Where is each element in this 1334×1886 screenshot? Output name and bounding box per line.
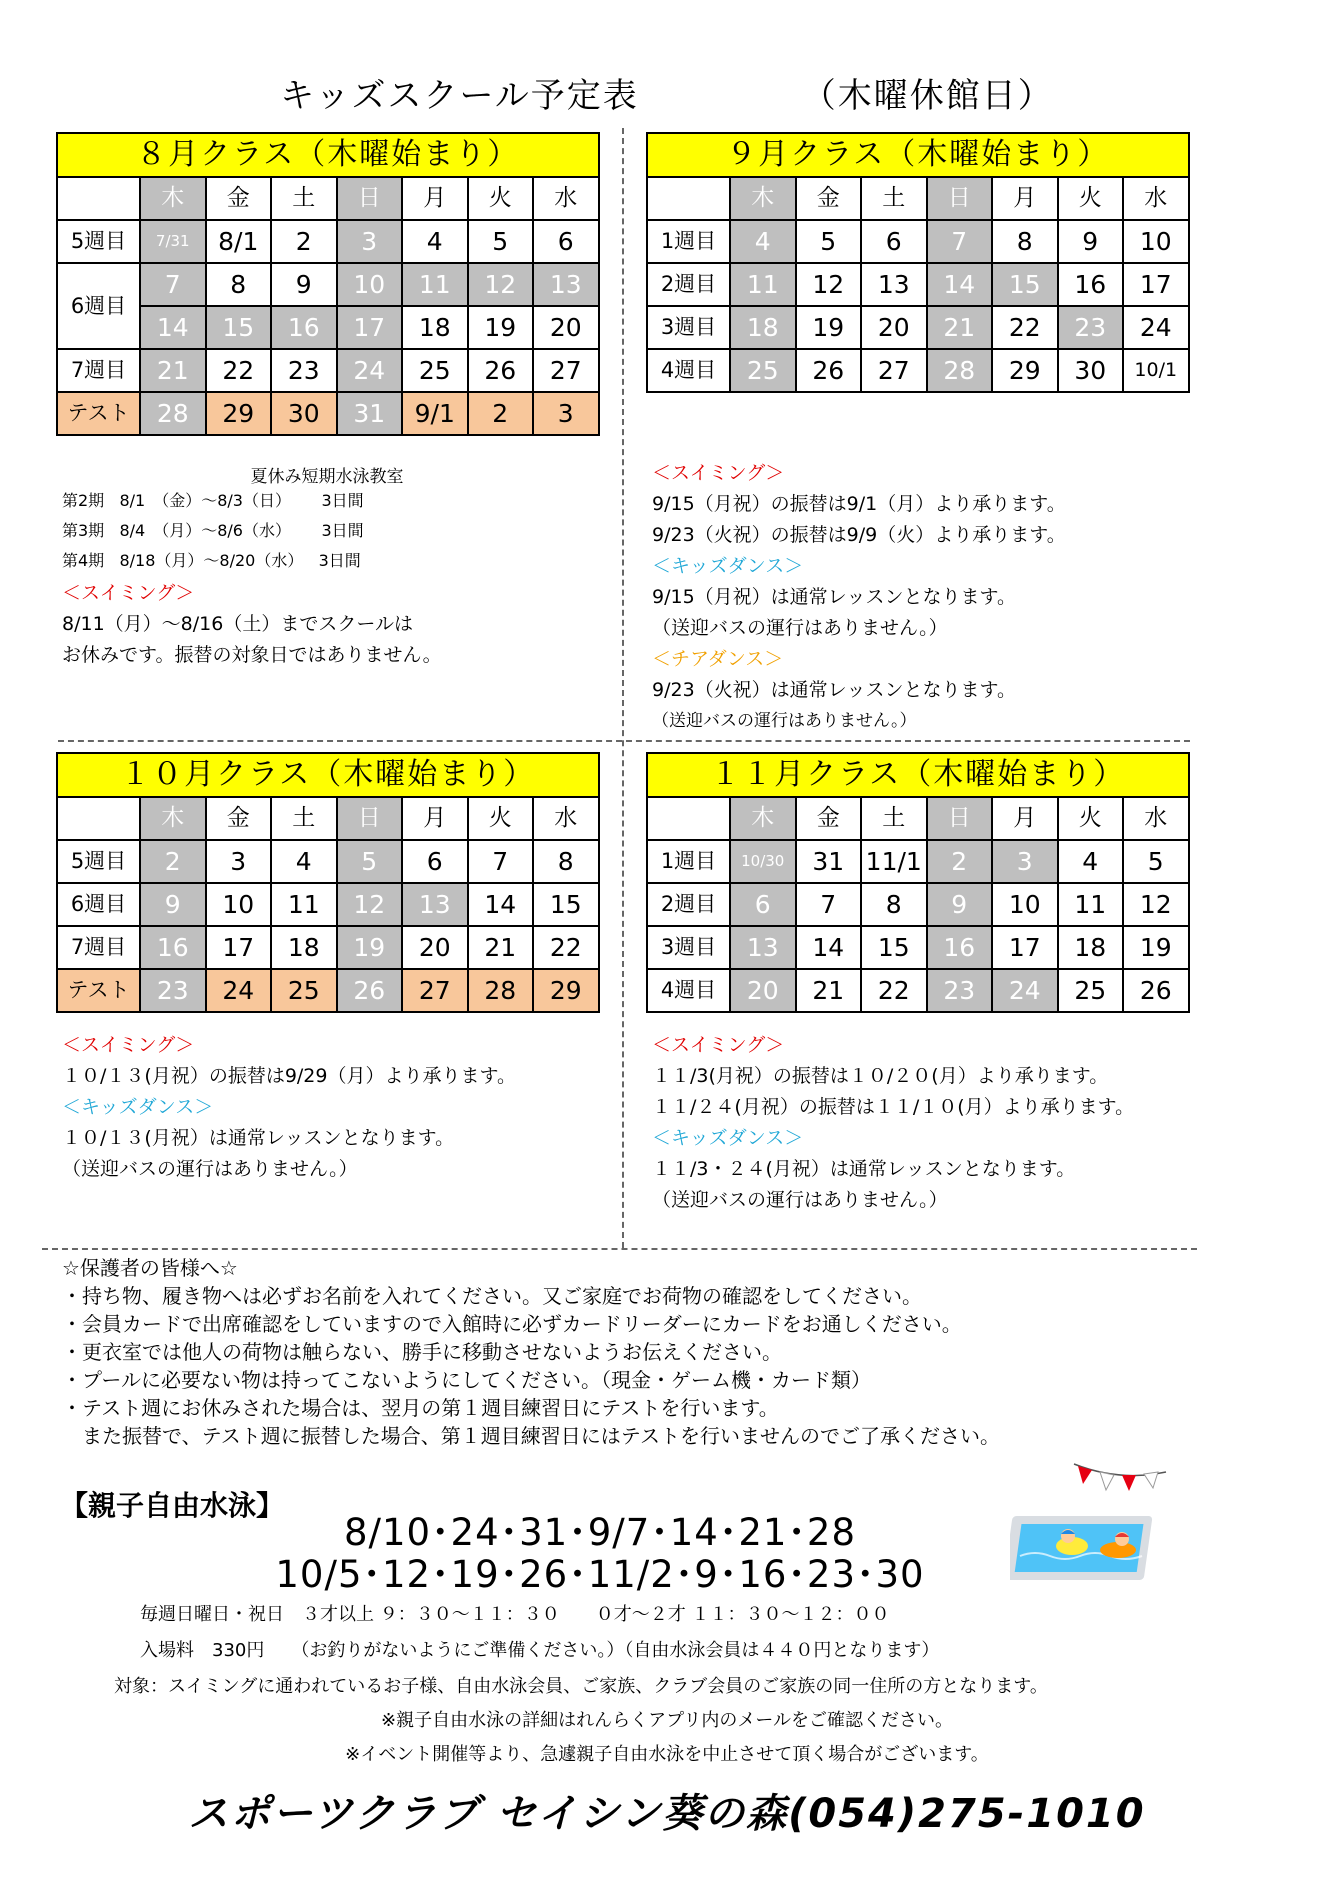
date-cell: 23 xyxy=(140,969,206,1012)
day-header: 日 xyxy=(337,797,403,840)
day-header: 木 xyxy=(140,797,206,840)
date-cell: 19 xyxy=(796,306,862,349)
date-cell: 22 xyxy=(206,349,272,392)
date-cell: 29 xyxy=(533,969,599,1012)
date-cell: 22 xyxy=(533,926,599,969)
week-label: 6週目 xyxy=(57,883,140,926)
date-cell: 2 xyxy=(271,220,337,263)
day-header: 木 xyxy=(730,797,796,840)
day-header: 土 xyxy=(861,797,927,840)
week-label: 7週目 xyxy=(57,349,140,392)
calendar-october xyxy=(56,752,600,1013)
date-cell: 29 xyxy=(992,349,1058,392)
summer-term-row xyxy=(62,516,364,546)
date-cell: 27 xyxy=(861,349,927,392)
date-cell: 14 xyxy=(468,883,534,926)
kids-dance-heading: ＜キッズダンス＞ xyxy=(62,1096,214,1118)
note-line: （送迎バスの運行はありません。） xyxy=(652,617,948,639)
date-cell: 10 xyxy=(337,263,403,306)
date-cell: 20 xyxy=(402,926,468,969)
corner-cell xyxy=(647,177,730,220)
date-cell: 3 xyxy=(206,840,272,883)
note-line: １１/3・２４(月祝）は通常レッスンとなります。 xyxy=(652,1158,1076,1180)
note-line: （送迎バスの運行はありません。） xyxy=(652,711,917,731)
date-cell: 9 xyxy=(271,263,337,306)
calendar-caption: ８月クラス（木曜始まり） xyxy=(56,132,600,176)
day-header: 月 xyxy=(402,797,468,840)
note-line: １０/１３(月祝）の振替は9/29（月）より承ります。 xyxy=(62,1065,516,1087)
date-cell: 7/31 xyxy=(140,220,206,263)
date-cell: 12 xyxy=(796,263,862,306)
date-cell: 3 xyxy=(337,220,403,263)
date-cell: 5 xyxy=(468,220,534,263)
date-cell: 19 xyxy=(337,926,403,969)
date-cell: 13 xyxy=(402,883,468,926)
date-cell: 8 xyxy=(861,883,927,926)
date-cell: 7 xyxy=(796,883,862,926)
date-cell: 8/1 xyxy=(206,220,272,263)
day-header: 水 xyxy=(1123,177,1189,220)
date-cell: 8 xyxy=(533,840,599,883)
date-cell: 15 xyxy=(533,883,599,926)
date-cell: 12 xyxy=(1123,883,1189,926)
week-label: 2週目 xyxy=(647,263,730,306)
day-header: 土 xyxy=(271,177,337,220)
date-cell: 15 xyxy=(992,263,1058,306)
date-cell: 25 xyxy=(271,969,337,1012)
guardian-notice xyxy=(62,1254,1000,1450)
date-cell: 29 xyxy=(206,392,272,435)
date-cell: 25 xyxy=(402,349,468,392)
date-cell: 7 xyxy=(140,263,206,306)
day-header: 日 xyxy=(337,177,403,220)
date-cell: 17 xyxy=(337,306,403,349)
horizontal-divider xyxy=(42,1248,1197,1250)
date-cell: 11 xyxy=(730,263,796,306)
date-cell: 3 xyxy=(992,840,1058,883)
oct-notes xyxy=(62,1030,516,1185)
date-cell: 4 xyxy=(271,840,337,883)
nov-notes xyxy=(652,1030,1134,1216)
notice-item: ・テスト週にお休みされた場合は、翌月の第１週目練習日にテストを行います。 xyxy=(62,1396,779,1420)
day-header: 水 xyxy=(533,177,599,220)
day-header: 土 xyxy=(861,177,927,220)
date-cell: 7 xyxy=(927,220,993,263)
pool-swimmers-icon xyxy=(1010,1506,1160,1588)
day-header: 木 xyxy=(730,177,796,220)
calendar-august xyxy=(56,132,600,436)
date-cell: 19 xyxy=(1123,926,1189,969)
date-cell: 2 xyxy=(468,392,534,435)
date-cell: 13 xyxy=(861,263,927,306)
note-line: 9/23（火祝）は通常レッスンとなります。 xyxy=(652,679,1016,701)
date-cell: 14 xyxy=(140,306,206,349)
guardian-heading: ☆保護者の皆様へ☆ xyxy=(62,1256,238,1280)
note-line: 9/15（月祝）の振替は9/1（月）より承ります。 xyxy=(652,493,1066,515)
free-swim-target: 対象：スイミングに通われているお子様、自由水泳会員、ご家族、クラブ会員のご家族の同一住所の方となります。 xyxy=(114,1676,1048,1697)
date-cell: 20 xyxy=(533,306,599,349)
horizontal-divider xyxy=(58,740,1190,742)
week-label: 5週目 xyxy=(57,840,140,883)
summer-term-row xyxy=(62,486,364,516)
date-cell: 31 xyxy=(796,840,862,883)
calendar-caption: １０月クラス（木曜始まり） xyxy=(56,752,600,796)
date-cell: 4 xyxy=(730,220,796,263)
date-cell: 11 xyxy=(1058,883,1124,926)
date-cell: 10/30 xyxy=(730,840,796,883)
date-cell: 21 xyxy=(927,306,993,349)
term-dates: 8/18（月）～8/20（水） xyxy=(119,551,304,570)
corner-cell xyxy=(57,797,140,840)
note-line: （送迎バスの運行はありません。） xyxy=(62,1158,358,1180)
notice-item: また振替で、テスト週に振替した場合、第１週目練習日にはテストを行いませんのでご了承ください。 xyxy=(62,1424,1000,1448)
day-header: 木 xyxy=(140,177,206,220)
date-cell: 31 xyxy=(337,392,403,435)
date-cell: 26 xyxy=(796,349,862,392)
note-line: 8/11（月）～8/16（土）までスクールは xyxy=(62,613,413,635)
kids-dance-heading: ＜キッズダンス＞ xyxy=(652,555,804,577)
date-cell: 30 xyxy=(271,392,337,435)
date-cell: 23 xyxy=(271,349,337,392)
date-cell: 22 xyxy=(861,969,927,1012)
swim-heading: ＜スイミング＞ xyxy=(652,1034,785,1056)
free-swim-note: ※イベント開催等より、急遽親子自由水泳を中止させて頂く場合がございます。 xyxy=(345,1744,989,1765)
notice-item: ・会員カードで出席確認をしていますので入館時に必ずカードリーダーにカードをお通しください。 xyxy=(62,1312,962,1336)
week-label: 3週目 xyxy=(647,306,730,349)
term-days: 3日間 xyxy=(318,551,361,570)
sep-notes xyxy=(652,458,1066,737)
cheer-dance-heading: ＜チアダンス＞ xyxy=(652,648,784,670)
term-dates: 8/1 （金）～8/3（日） xyxy=(119,491,291,510)
kids-dance-heading: ＜キッズダンス＞ xyxy=(652,1127,804,1149)
vertical-divider xyxy=(622,128,624,1248)
calendar-caption: １１月クラス（木曜始まり） xyxy=(646,752,1190,796)
note-line: お休みです。振替の対象日ではありません。 xyxy=(62,644,442,666)
day-header: 水 xyxy=(1123,797,1189,840)
date-cell: 8 xyxy=(992,220,1058,263)
date-cell: 7 xyxy=(468,840,534,883)
date-cell: 2 xyxy=(140,840,206,883)
aug-notes xyxy=(62,578,442,671)
date-cell: 18 xyxy=(1058,926,1124,969)
term: 第2期 xyxy=(62,491,105,510)
free-swim-fee: 入場料 330円 （お釣りがないようにご準備ください。）（自由水泳会員は４４０円となります） xyxy=(140,1640,940,1661)
note-line: 9/15（月祝）は通常レッスンとなります。 xyxy=(652,586,1016,608)
date-cell: 21 xyxy=(796,969,862,1012)
date-cell: 9 xyxy=(927,883,993,926)
date-cell: 27 xyxy=(402,969,468,1012)
club-contact: スポーツクラブ セイシン葵の森(054)275-1010 xyxy=(188,1791,1146,1837)
week-label: 3週目 xyxy=(647,926,730,969)
week-label: 5週目 xyxy=(57,220,140,263)
date-cell: 5 xyxy=(1123,840,1189,883)
date-cell: 26 xyxy=(468,349,534,392)
date-cell: 12 xyxy=(337,883,403,926)
note-line: １０/１３(月祝）は通常レッスンとなります。 xyxy=(62,1127,455,1149)
day-header: 火 xyxy=(1058,797,1124,840)
date-cell: 25 xyxy=(730,349,796,392)
date-cell: 11 xyxy=(402,263,468,306)
date-cell: 16 xyxy=(271,306,337,349)
date-cell: 18 xyxy=(730,306,796,349)
date-cell: 19 xyxy=(468,306,534,349)
date-cell: 11/1 xyxy=(861,840,927,883)
week-label: 1週目 xyxy=(647,220,730,263)
date-cell: 15 xyxy=(861,926,927,969)
date-cell: 2 xyxy=(927,840,993,883)
page-title: キッズスクール予定表 （木曜休館日） xyxy=(280,76,1054,116)
date-cell: 24 xyxy=(206,969,272,1012)
date-cell: 13 xyxy=(730,926,796,969)
summer-term-row xyxy=(62,546,361,576)
date-cell: 20 xyxy=(730,969,796,1012)
day-header: 金 xyxy=(796,177,862,220)
note-line: １１/3(月祝）の振替は１０/２０(月）より承ります。 xyxy=(652,1065,1109,1087)
date-cell: 8 xyxy=(206,263,272,306)
date-cell: 10 xyxy=(1123,220,1189,263)
date-cell: 16 xyxy=(927,926,993,969)
day-header: 火 xyxy=(468,797,534,840)
date-cell: 28 xyxy=(140,392,206,435)
date-cell: 6 xyxy=(402,840,468,883)
date-cell: 18 xyxy=(402,306,468,349)
day-header: 水 xyxy=(533,797,599,840)
date-cell: 4 xyxy=(402,220,468,263)
day-header: 金 xyxy=(796,797,862,840)
date-cell: 18 xyxy=(271,926,337,969)
date-cell: 15 xyxy=(206,306,272,349)
date-cell: 9/1 xyxy=(402,392,468,435)
test-week-label: テスト xyxy=(57,392,140,435)
date-cell: 22 xyxy=(992,306,1058,349)
date-cell: 27 xyxy=(533,349,599,392)
date-cell: 10 xyxy=(992,883,1058,926)
date-cell: 25 xyxy=(1058,969,1124,1012)
swim-heading: ＜スイミング＞ xyxy=(652,462,785,484)
date-cell: 12 xyxy=(468,263,534,306)
week-label: 6週目 xyxy=(57,263,140,349)
date-cell: 3 xyxy=(533,392,599,435)
date-cell: 13 xyxy=(533,263,599,306)
note-line: （送迎バスの運行はありません。） xyxy=(652,1189,948,1211)
day-header: 火 xyxy=(468,177,534,220)
date-cell: 26 xyxy=(1123,969,1189,1012)
date-cell: 6 xyxy=(533,220,599,263)
week-label: 2週目 xyxy=(647,883,730,926)
date-cell: 16 xyxy=(1058,263,1124,306)
term-dates: 8/4 （月）～8/6（水） xyxy=(119,521,291,540)
free-swim-dates: 10/5･12･19･26･11/2･9･16･23･30 xyxy=(275,1553,925,1596)
date-cell: 5 xyxy=(796,220,862,263)
date-cell: 14 xyxy=(927,263,993,306)
date-cell: 28 xyxy=(468,969,534,1012)
date-cell: 17 xyxy=(206,926,272,969)
date-cell: 24 xyxy=(337,349,403,392)
date-cell: 5 xyxy=(337,840,403,883)
day-header: 月 xyxy=(402,177,468,220)
swim-heading: ＜スイミング＞ xyxy=(62,582,195,604)
date-cell: 14 xyxy=(796,926,862,969)
week-label: 1週目 xyxy=(647,840,730,883)
date-cell: 23 xyxy=(1058,306,1124,349)
term: 第3期 xyxy=(62,521,105,540)
date-cell: 28 xyxy=(927,349,993,392)
notice-item: ・更衣室では他人の荷物は触らない、勝手に移動させないようお伝えください。 xyxy=(62,1340,782,1364)
date-cell: 10 xyxy=(206,883,272,926)
date-cell: 6 xyxy=(730,883,796,926)
day-header: 土 xyxy=(271,797,337,840)
date-cell: 9 xyxy=(140,883,206,926)
date-cell: 4 xyxy=(1058,840,1124,883)
note-line: 9/23（火祝）の振替は9/9（火）より承ります。 xyxy=(652,524,1066,546)
free-swim-note: ※親子自由水泳の詳細はれんらくアプリ内のメールをご確認ください。 xyxy=(381,1710,953,1731)
note-line: １１/２４(月祝）の振替は１１/１０(月）より承ります。 xyxy=(652,1096,1135,1118)
day-header: 日 xyxy=(927,177,993,220)
day-header: 火 xyxy=(1058,177,1124,220)
date-cell: 9 xyxy=(1058,220,1124,263)
day-header: 金 xyxy=(206,797,272,840)
calendar-november xyxy=(646,752,1190,1013)
notice-item: ・持ち物、履き物へは必ずお名前を入れてください。又ご家庭でお荷物の確認をしてください。 xyxy=(62,1284,922,1308)
day-header: 月 xyxy=(992,797,1058,840)
day-header: 日 xyxy=(927,797,993,840)
date-cell: 20 xyxy=(861,306,927,349)
corner-cell xyxy=(647,797,730,840)
pennant-flags-icon xyxy=(1070,1460,1170,1508)
date-cell: 24 xyxy=(1123,306,1189,349)
term-days: 3日間 xyxy=(321,491,364,510)
day-header: 月 xyxy=(992,177,1058,220)
term-days: 3日間 xyxy=(321,521,364,540)
date-cell: 30 xyxy=(1058,349,1124,392)
date-cell: 16 xyxy=(140,926,206,969)
date-cell: 17 xyxy=(1123,263,1189,306)
week-label: 4週目 xyxy=(647,969,730,1012)
date-cell: 24 xyxy=(992,969,1058,1012)
date-cell: 21 xyxy=(140,349,206,392)
free-swim-heading: 【親子自由水泳】 xyxy=(60,1489,285,1522)
corner-cell xyxy=(57,177,140,220)
summer-class-title: 夏休み短期水泳教室 xyxy=(250,467,404,487)
date-cell: 23 xyxy=(927,969,993,1012)
date-cell: 21 xyxy=(468,926,534,969)
week-label: 4週目 xyxy=(647,349,730,392)
date-cell: 17 xyxy=(992,926,1058,969)
test-week-label: テスト xyxy=(57,969,140,1012)
week-label: 7週目 xyxy=(57,926,140,969)
date-cell: 10/1 xyxy=(1123,349,1189,392)
free-swim-schedule: 毎週日曜日・祝日 ３才以上 ９：３０～１１：３０ ０才～２才 １１：３０～１２：００ xyxy=(140,1604,890,1625)
free-swim-dates: 8/10･24･31･9/7･14･21･28 xyxy=(343,1511,857,1554)
swim-heading: ＜スイミング＞ xyxy=(62,1034,195,1056)
date-cell: 26 xyxy=(337,969,403,1012)
notice-item: ・プールに必要ない物は持ってこないようにしてください。（現金・ゲーム機・カード類） xyxy=(62,1368,871,1392)
date-cell: 6 xyxy=(861,220,927,263)
date-cell: 11 xyxy=(271,883,337,926)
term: 第4期 xyxy=(62,551,105,570)
calendar-caption: ９月クラス（木曜始まり） xyxy=(646,132,1190,176)
day-header: 金 xyxy=(206,177,272,220)
calendar-september xyxy=(646,132,1190,393)
